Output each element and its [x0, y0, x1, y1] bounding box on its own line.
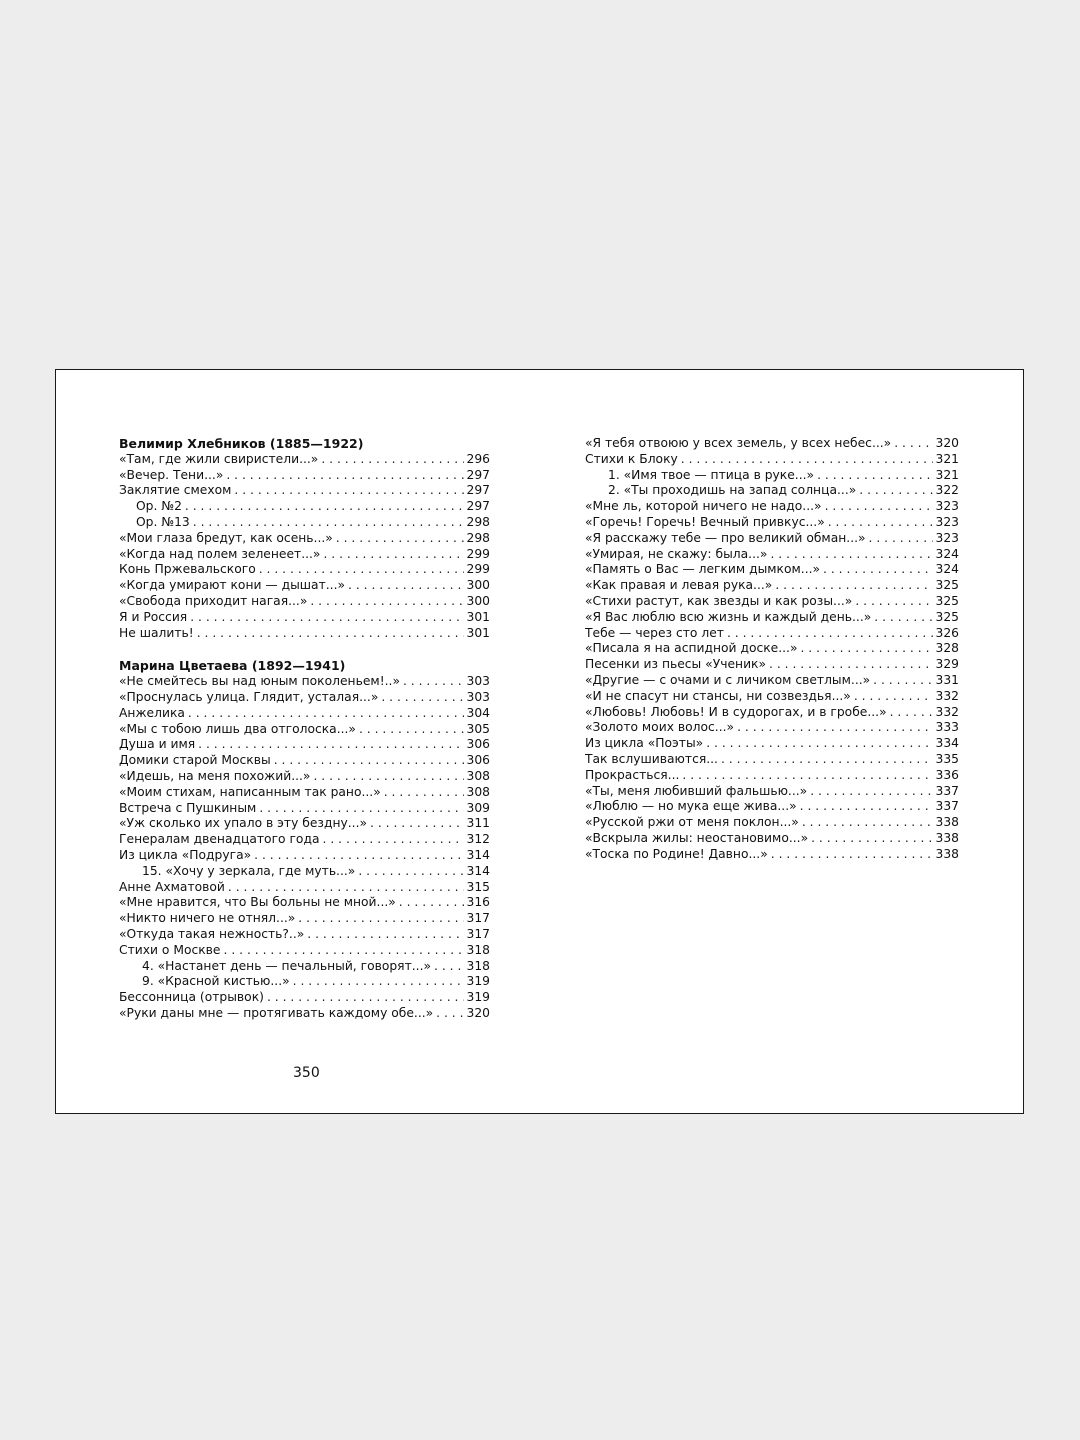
dot-leader	[869, 531, 933, 547]
toc-entry	[585, 626, 959, 642]
dot-leader	[770, 547, 932, 563]
toc-entry	[119, 974, 490, 990]
dot-leader	[198, 737, 463, 753]
dot-leader	[358, 864, 463, 880]
dot-leader	[800, 641, 932, 657]
toc-entry-page: 301	[466, 625, 490, 640]
dot-leader	[399, 895, 464, 911]
toc-entry-title: Песенки из пьесы «Ученик»	[585, 657, 767, 672]
dot-leader	[336, 531, 464, 547]
toc-entry	[585, 468, 959, 484]
dot-leader	[323, 832, 464, 848]
toc-entry	[585, 531, 959, 547]
toc-entry-page: 323	[935, 530, 959, 545]
dot-leader	[855, 594, 932, 610]
toc-entry	[119, 722, 490, 738]
toc-entry-page: 338	[935, 846, 959, 861]
toc-entry-page: 305	[466, 721, 490, 736]
toc-entry-title: Из цикла «Подруга»	[119, 847, 252, 862]
dot-leader	[259, 801, 463, 817]
toc-entry	[585, 799, 959, 815]
toc-entry-page: 319	[466, 990, 490, 1005]
toc-entry-title: «Горечь! Горечь! Вечный привкус...»	[585, 514, 825, 529]
toc-entry-title: 15. «Хочу у зеркала, где муть...»	[142, 863, 356, 878]
toc-entry	[119, 785, 490, 801]
toc-section	[119, 658, 490, 1021]
toc-entry	[119, 990, 490, 1006]
dot-leader	[769, 657, 933, 673]
toc-entry-title: 1. «Имя твое — птица в руке...»	[608, 467, 815, 482]
toc-entry-page: 318	[466, 958, 490, 973]
toc-entry-page: 309	[466, 800, 490, 815]
toc-entry-page: 316	[466, 895, 490, 910]
toc-entry-page: 304	[466, 705, 490, 720]
toc-entry-page: 320	[935, 436, 959, 450]
toc-entry-page: 299	[466, 546, 490, 561]
dot-leader	[234, 483, 463, 499]
dot-leader	[859, 483, 932, 499]
toc-entry-page: 297	[466, 499, 490, 514]
toc-entry-page: 324	[935, 562, 959, 577]
toc-entry	[585, 578, 959, 594]
toc-entry-page: 296	[466, 451, 490, 466]
toc-entry-page: 303	[466, 674, 490, 689]
toc-entry	[585, 452, 959, 468]
toc-entry-title: «Идешь, на меня похожий...»	[119, 768, 311, 783]
toc-entry	[585, 784, 959, 800]
toc-entry-title: «Моим стихам, написанным так рано...»	[119, 784, 381, 799]
toc-entry-title: Конь Пржевальского	[119, 562, 256, 577]
toc-entry-title: «Умирая, не скажу: была...»	[585, 546, 768, 561]
toc-entry-title: «Писала я на аспидной доске...»	[585, 641, 798, 656]
toc-entry-page: 297	[466, 483, 490, 498]
toc-entry-page: 312	[466, 832, 490, 847]
dot-leader	[298, 911, 463, 927]
toc-entry-page: 318	[466, 942, 490, 957]
toc-entry-page: 332	[935, 704, 959, 719]
toc-entry	[585, 673, 959, 689]
dot-leader	[706, 736, 932, 752]
toc-entry	[119, 674, 490, 690]
toc-entry-page: 335	[935, 751, 959, 766]
toc-entry-page: 337	[935, 783, 959, 798]
toc-entry-title: Генералам двенадцатого года	[119, 832, 320, 847]
dot-leader	[254, 848, 463, 864]
toc-entry	[119, 594, 490, 610]
dot-leader	[259, 562, 464, 578]
toc-entry-title: «Тоска по Родине! Давно...»	[585, 846, 768, 861]
toc-entry-page: 325	[935, 609, 959, 624]
toc-entry-title: «Свобода приходит нагая...»	[119, 593, 308, 608]
dot-leader	[737, 720, 932, 736]
dot-leader	[890, 705, 933, 721]
dot-leader	[307, 927, 463, 943]
book-page-spread	[55, 369, 1024, 1114]
dot-leader	[226, 468, 463, 484]
author-heading: Велимир Хлебников (1885—1922)	[119, 436, 364, 451]
toc-entry-title: Заклятие смехом	[119, 483, 232, 498]
toc-entry-title: Домики старой Москвы	[119, 753, 271, 768]
toc-entry-title: «Никто ничего не отнял...»	[119, 911, 296, 926]
dot-leader	[293, 974, 464, 990]
toc-entry-page: 338	[935, 830, 959, 845]
toc-entry-title: «Как правая и левая рука...»	[585, 578, 773, 593]
dot-leader	[802, 815, 933, 831]
dot-leader	[185, 499, 464, 515]
toc-entry	[119, 801, 490, 817]
dot-leader	[384, 785, 464, 801]
toc-entry-title: «Любовь! Любовь! И в судорогах, и в гробе...»	[585, 704, 887, 719]
toc-entry	[585, 720, 959, 736]
toc-entry	[585, 499, 959, 515]
toc-entry-title: Стихи о Москве	[119, 942, 221, 957]
dot-leader	[825, 499, 933, 515]
toc-entry-title: «Когда умирают кони — дышат...»	[119, 578, 346, 593]
toc-entry-title: «И не спасут ни стансы, ни созвездья...»	[585, 688, 851, 703]
toc-entry-title: «Русской ржи от меня поклон...»	[585, 815, 799, 830]
toc-entry-page: 321	[935, 467, 959, 482]
toc-entry-title: «Проснулась улица. Глядит, усталая...»	[119, 689, 379, 704]
dot-leader	[403, 674, 464, 690]
toc-entry-page: 321	[935, 451, 959, 466]
toc-entry-title: «Золото моих волос...»	[585, 720, 735, 735]
toc-entry-title: Не шалить!	[119, 625, 194, 640]
toc-entry	[585, 657, 959, 673]
dot-leader	[681, 452, 933, 468]
toc-entry	[119, 911, 490, 927]
toc-entry	[585, 547, 959, 563]
dot-leader	[894, 436, 932, 452]
toc-entry-title: «Мне нравится, что Вы больны не мной...»	[119, 895, 396, 910]
toc-entry-title: «Когда над полем зеленеет...»	[119, 546, 321, 561]
dot-leader	[817, 468, 932, 484]
toc-entry	[119, 959, 490, 975]
dot-leader	[727, 626, 933, 642]
toc-entry	[585, 641, 959, 657]
toc-entry-title: Так вслушиваются...	[585, 751, 718, 766]
dot-leader	[873, 673, 932, 689]
toc-entry	[585, 594, 959, 610]
toc-entry-title: 2. «Ты проходишь на запад солнца...»	[608, 483, 857, 498]
toc-entry-title: Я и Россия	[119, 609, 188, 624]
toc-entry	[119, 769, 490, 785]
dot-leader	[810, 784, 932, 800]
toc-entry-title: Душа и имя	[119, 737, 196, 752]
toc-entry	[119, 562, 490, 578]
toc-entry	[585, 736, 959, 752]
toc-entry	[119, 864, 490, 880]
toc-entry-title: «Вечер. Тени...»	[119, 467, 224, 482]
toc-entry-title: Тебе — через сто лет	[585, 625, 724, 640]
toc-entry	[119, 610, 490, 626]
toc-entry-page: 333	[935, 720, 959, 735]
toc-entry-title: «Я Вас люблю всю жизнь и каждый день...»	[585, 609, 872, 624]
dot-leader	[800, 799, 933, 815]
author-heading: Марина Цветаева (1892—1941)	[119, 658, 346, 674]
dot-leader	[775, 578, 932, 594]
toc-entry-page: 303	[466, 689, 490, 704]
toc-right-column	[585, 436, 959, 880]
dot-leader	[823, 562, 932, 578]
toc-entry-page: 297	[466, 467, 490, 482]
toc-entry-page: 308	[466, 784, 490, 799]
toc-entry	[119, 1006, 490, 1022]
dot-leader	[771, 847, 933, 863]
dot-leader	[348, 578, 464, 594]
toc-entry	[585, 689, 959, 705]
dot-leader	[811, 831, 932, 847]
toc-entry-title: Прокрасться...	[585, 767, 680, 782]
toc-entry-page: 299	[466, 562, 490, 577]
toc-entry-page: 332	[935, 688, 959, 703]
toc-left-column	[119, 436, 490, 1039]
toc-entry	[119, 483, 490, 499]
toc-entry-page: 323	[935, 514, 959, 529]
toc-entry-page: 326	[935, 625, 959, 640]
toc-entry-page: 338	[935, 815, 959, 830]
toc-entry-page: 298	[466, 530, 490, 545]
toc-entry-title: «Руки даны мне — протягивать каждому обе...»	[119, 1005, 434, 1020]
dot-leader	[381, 690, 463, 706]
toc-entry-page: 308	[466, 768, 490, 783]
toc-entry-title: «Мне ль, которой ничего не надо...»	[585, 499, 822, 514]
toc-entry	[119, 943, 490, 959]
toc-entry	[119, 690, 490, 706]
dot-leader	[190, 610, 463, 626]
toc-entry-page: 329	[935, 657, 959, 672]
toc-entry-page: 319	[466, 974, 490, 989]
toc-entry	[585, 515, 959, 531]
toc-entry	[585, 815, 959, 831]
dot-leader	[359, 722, 464, 738]
dot-leader	[310, 594, 463, 610]
page-number: 350	[293, 1065, 320, 1081]
toc-entry-title: 4. «Настанет день — печальный, говорят...»	[142, 958, 431, 973]
dot-leader	[228, 880, 464, 896]
toc-entry-page: 323	[935, 499, 959, 514]
toc-entry-title: «Другие — с очами и с личиком светлым...»	[585, 672, 871, 687]
toc-entry	[119, 515, 490, 531]
toc-entry-page: 331	[935, 672, 959, 687]
toc-entry-title: «Мои глаза бредут, как осень...»	[119, 530, 333, 545]
toc-entry-title: Бессонница (отрывок)	[119, 990, 264, 1005]
toc-entry	[119, 737, 490, 753]
dot-leader	[682, 768, 932, 784]
toc-entry-title: Ор. №2	[136, 499, 182, 514]
toc-entry-title: «Вскрыла жилы: неостановимо...»	[585, 830, 809, 845]
toc-entry-page: 320	[466, 1005, 490, 1020]
toc-entry	[585, 752, 959, 768]
toc-entry	[585, 831, 959, 847]
dot-leader	[321, 452, 463, 468]
toc-entry-title: «Я расскажу тебе — про великий обман...»	[585, 530, 866, 545]
toc-entry	[119, 578, 490, 594]
toc-entry-title: «Ты, меня любивший фальшью...»	[585, 783, 808, 798]
toc-entry	[585, 483, 959, 499]
toc-entry-page: 311	[466, 816, 490, 831]
dot-leader	[370, 816, 464, 832]
toc-entry	[119, 452, 490, 468]
toc-entry-page: 314	[466, 847, 490, 862]
dot-leader	[197, 626, 464, 642]
toc-entry-title: «Там, где жили свиристели...»	[119, 451, 319, 466]
toc-entry	[119, 848, 490, 864]
toc-entry-page: 324	[935, 546, 959, 561]
toc-entry-page: 322	[935, 483, 959, 498]
dot-leader	[854, 689, 933, 705]
toc-entry	[119, 816, 490, 832]
toc-entry	[119, 531, 490, 547]
toc-entry-title: «Стихи растут, как звезды и как розы...»	[585, 593, 853, 608]
toc-entry-title: «Память о Вас — легким дымком...»	[585, 562, 821, 577]
dot-leader	[188, 706, 464, 722]
toc-entry-page: 301	[466, 609, 490, 624]
dot-leader	[224, 943, 464, 959]
toc-entry-title: Стихи к Блоку	[585, 451, 678, 466]
dot-leader	[874, 610, 932, 626]
toc-entry	[585, 705, 959, 721]
toc-section	[119, 436, 490, 641]
toc-entry-page: 300	[466, 593, 490, 608]
toc-entry-page: 325	[935, 578, 959, 593]
toc-entry	[119, 547, 490, 563]
toc-entry-page: 337	[935, 799, 959, 814]
toc-entry-title: «Откуда такая нежность?..»	[119, 926, 305, 941]
toc-entry	[585, 847, 959, 863]
toc-entry-page: 328	[935, 641, 959, 656]
dot-leader	[436, 1006, 463, 1022]
toc-entry	[585, 768, 959, 784]
dot-leader	[267, 990, 464, 1006]
toc-entry	[119, 927, 490, 943]
toc-entry	[119, 499, 490, 515]
toc-entry-title: «Люблю — но мука еще жива...»	[585, 799, 797, 814]
toc-entry-page: 334	[935, 736, 959, 751]
toc-entry-title: «Уж сколько их упало в эту бездну...»	[119, 816, 368, 831]
toc-entry-title: 9. «Красной кистью...»	[142, 974, 290, 989]
toc-entry	[119, 468, 490, 484]
toc-entry-page: 315	[466, 879, 490, 894]
toc-entry-page: 300	[466, 578, 490, 593]
toc-entry	[585, 562, 959, 578]
toc-entry-page: 325	[935, 593, 959, 608]
toc-entry-title: «Мы с тобою лишь два отголоска...»	[119, 721, 356, 736]
toc-entry-page: 306	[466, 753, 490, 768]
toc-entry-title: Анне Ахматовой	[119, 879, 225, 894]
toc-entry-title: Из цикла «Поэты»	[585, 736, 704, 751]
toc-section	[585, 436, 959, 863]
dot-leader	[274, 753, 464, 769]
toc-entry-title: «Я тебя отвоюю у всех земель, у всех небес...»	[585, 436, 892, 450]
toc-entry-title: Анжелика	[119, 705, 185, 720]
toc-entry	[119, 895, 490, 911]
toc-entry	[119, 626, 490, 642]
dot-leader	[313, 769, 463, 785]
dot-leader	[828, 515, 933, 531]
toc-entry-page: 314	[466, 863, 490, 878]
toc-entry-page: 317	[466, 911, 490, 926]
toc-entry-page: 317	[466, 926, 490, 941]
toc-entry-page: 298	[466, 514, 490, 529]
dot-leader	[323, 547, 463, 563]
dot-leader	[721, 752, 933, 768]
toc-entry-page: 306	[466, 737, 490, 752]
toc-entry-title: «Не смейтесь вы над юным поколеньем!..»	[119, 674, 400, 689]
toc-entry-title: Встреча с Пушкиным	[119, 800, 257, 815]
dot-leader	[193, 515, 464, 531]
toc-entry	[119, 706, 490, 722]
toc-entry-title: Ор. №13	[136, 514, 190, 529]
toc-entry-page: 336	[935, 767, 959, 782]
toc-entry	[119, 753, 490, 769]
toc-entry	[585, 610, 959, 626]
toc-entry	[119, 880, 490, 896]
dot-leader	[434, 959, 464, 975]
toc-entry	[585, 436, 959, 452]
toc-entry	[119, 832, 490, 848]
